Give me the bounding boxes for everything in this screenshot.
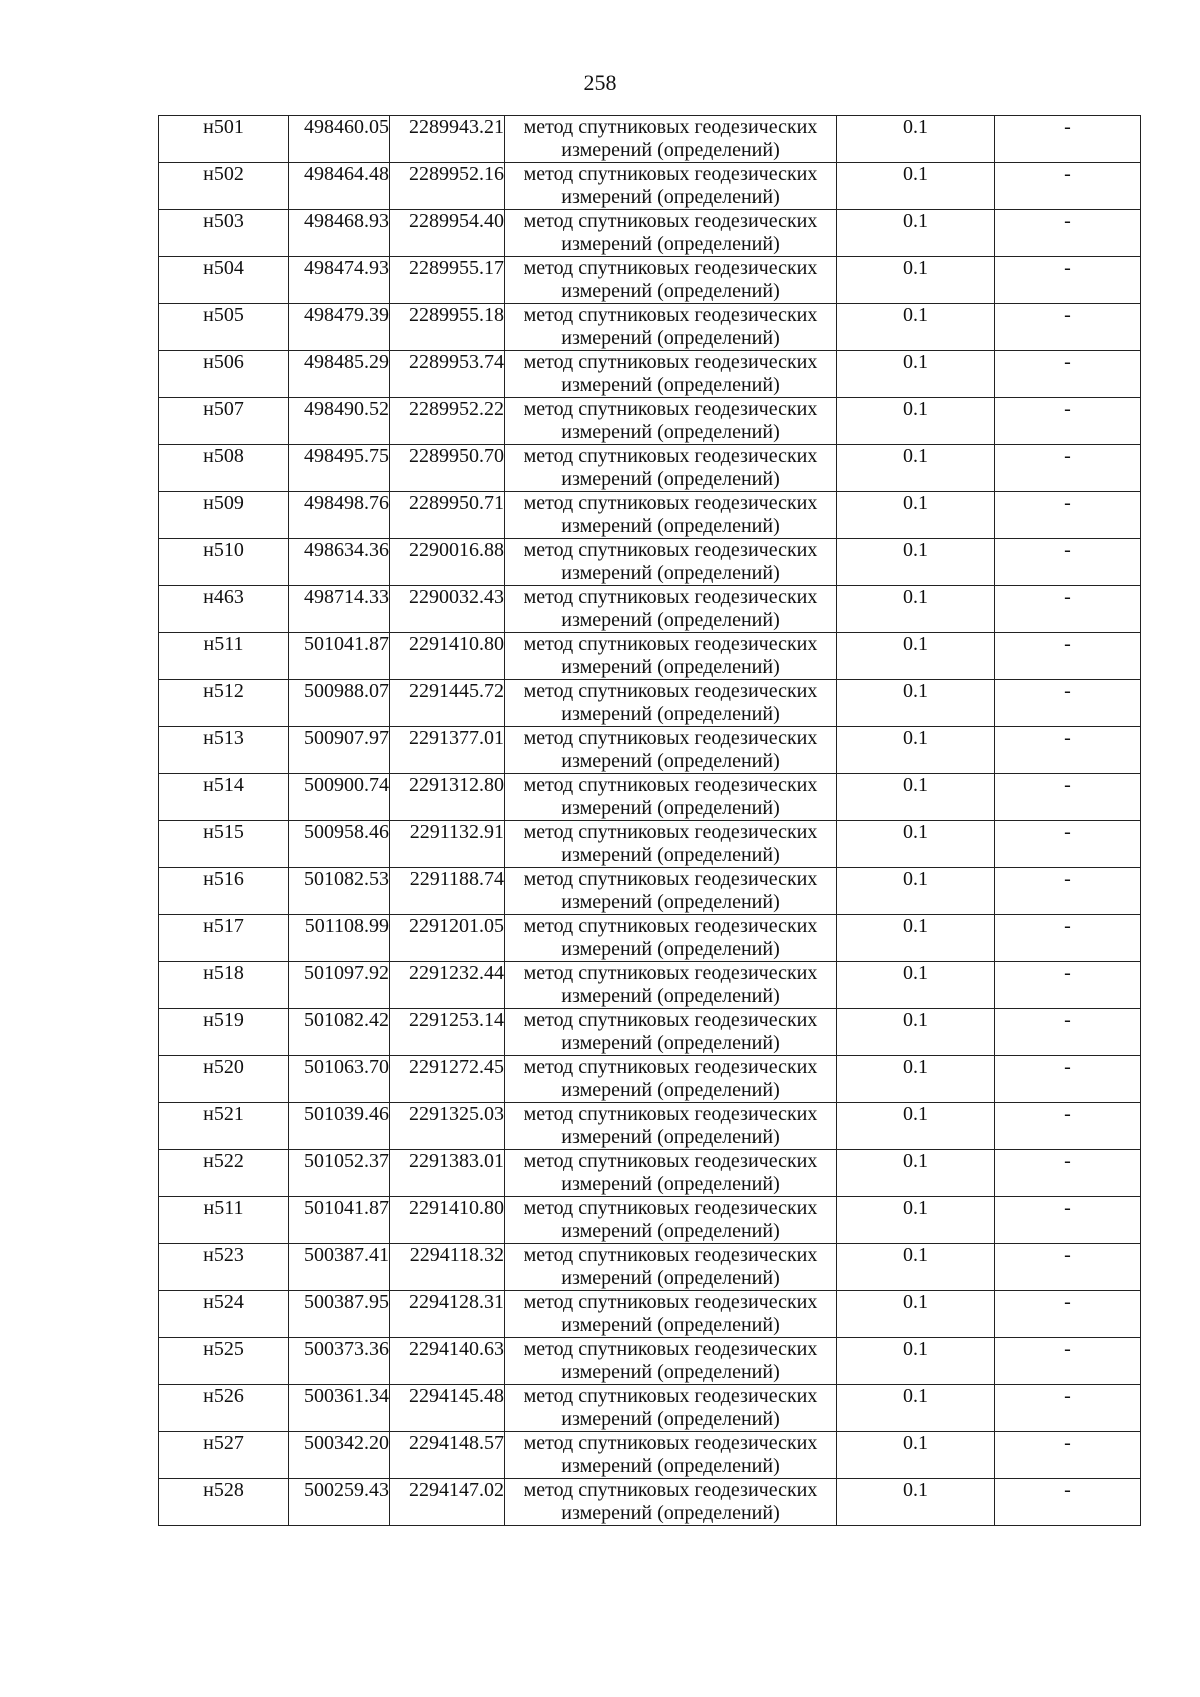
point-name-cell: н521 <box>159 1103 289 1150</box>
method-cell: метод спутниковых геодезических измерений (определений) <box>505 1103 837 1150</box>
x-coordinate-cell: 500958.46 <box>289 821 390 868</box>
accuracy-cell: 0.1 <box>837 445 995 492</box>
x-coordinate-cell: 498495.75 <box>289 445 390 492</box>
x-coordinate-cell: 500387.95 <box>289 1291 390 1338</box>
note-cell: - <box>995 774 1141 821</box>
x-coordinate-cell: 501082.42 <box>289 1009 390 1056</box>
accuracy-cell: 0.1 <box>837 962 995 1009</box>
y-coordinate-cell: 2294140.63 <box>390 1338 505 1385</box>
table-row <box>159 1479 1141 1526</box>
table-row <box>159 1291 1141 1338</box>
note-cell: - <box>995 1103 1141 1150</box>
x-coordinate-cell: 498460.05 <box>289 116 390 163</box>
method-cell: метод спутниковых геодезических измерений (определений) <box>505 586 837 633</box>
table-row <box>159 1009 1141 1056</box>
note-cell: - <box>995 821 1141 868</box>
point-name-cell: н511 <box>159 633 289 680</box>
method-cell: метод спутниковых геодезических измерений (определений) <box>505 539 837 586</box>
note-cell: - <box>995 633 1141 680</box>
y-coordinate-cell: 2289953.74 <box>390 351 505 398</box>
point-name-cell: н528 <box>159 1479 289 1526</box>
point-name-cell: н507 <box>159 398 289 445</box>
x-coordinate-cell: 501041.87 <box>289 633 390 680</box>
note-cell: - <box>995 351 1141 398</box>
accuracy-cell: 0.1 <box>837 1385 995 1432</box>
point-name-cell: н524 <box>159 1291 289 1338</box>
x-coordinate-cell: 498464.48 <box>289 163 390 210</box>
point-name-cell: н525 <box>159 1338 289 1385</box>
y-coordinate-cell: 2289954.40 <box>390 210 505 257</box>
x-coordinate-cell: 498479.39 <box>289 304 390 351</box>
table-row <box>159 727 1141 774</box>
y-coordinate-cell: 2291445.72 <box>390 680 505 727</box>
note-cell: - <box>995 163 1141 210</box>
x-coordinate-cell: 501097.92 <box>289 962 390 1009</box>
point-name-cell: н508 <box>159 445 289 492</box>
method-cell: метод спутниковых геодезических измерений (определений) <box>505 1056 837 1103</box>
point-name-cell: н502 <box>159 163 289 210</box>
accuracy-cell: 0.1 <box>837 1009 995 1056</box>
table-row <box>159 116 1141 163</box>
table-row <box>159 539 1141 586</box>
method-cell: метод спутниковых геодезических измерений (определений) <box>505 774 837 821</box>
point-name-cell: н518 <box>159 962 289 1009</box>
accuracy-cell: 0.1 <box>837 1432 995 1479</box>
accuracy-cell: 0.1 <box>837 304 995 351</box>
accuracy-cell: 0.1 <box>837 774 995 821</box>
y-coordinate-cell: 2289952.16 <box>390 163 505 210</box>
point-name-cell: н526 <box>159 1385 289 1432</box>
point-name-cell: н527 <box>159 1432 289 1479</box>
method-cell: метод спутниковых геодезических измерений (определений) <box>505 351 837 398</box>
table-row <box>159 633 1141 680</box>
y-coordinate-cell: 2291325.03 <box>390 1103 505 1150</box>
point-name-cell: н513 <box>159 727 289 774</box>
y-coordinate-cell: 2289952.22 <box>390 398 505 445</box>
x-coordinate-cell: 501063.70 <box>289 1056 390 1103</box>
x-coordinate-cell: 498498.76 <box>289 492 390 539</box>
table-row <box>159 680 1141 727</box>
note-cell: - <box>995 1291 1141 1338</box>
accuracy-cell: 0.1 <box>837 539 995 586</box>
accuracy-cell: 0.1 <box>837 1291 995 1338</box>
method-cell: метод спутниковых геодезических измерений (определений) <box>505 1197 837 1244</box>
point-name-cell: н503 <box>159 210 289 257</box>
table-row <box>159 492 1141 539</box>
note-cell: - <box>995 727 1141 774</box>
accuracy-cell: 0.1 <box>837 633 995 680</box>
table-row <box>159 257 1141 304</box>
x-coordinate-cell: 501108.99 <box>289 915 390 962</box>
point-name-cell: н519 <box>159 1009 289 1056</box>
point-name-cell: н515 <box>159 821 289 868</box>
accuracy-cell: 0.1 <box>837 1479 995 1526</box>
table-row <box>159 1150 1141 1197</box>
point-name-cell: н505 <box>159 304 289 351</box>
y-coordinate-cell: 2294145.48 <box>390 1385 505 1432</box>
point-name-cell: н463 <box>159 586 289 633</box>
x-coordinate-cell: 500907.97 <box>289 727 390 774</box>
accuracy-cell: 0.1 <box>837 1244 995 1291</box>
table-row <box>159 398 1141 445</box>
method-cell: метод спутниковых геодезических измерений (определений) <box>505 727 837 774</box>
table-row <box>159 1432 1141 1479</box>
point-name-cell: н510 <box>159 539 289 586</box>
table-row <box>159 304 1141 351</box>
page-number: 258 <box>583 70 617 95</box>
method-cell: метод спутниковых геодезических измерений (определений) <box>505 257 837 304</box>
method-cell: метод спутниковых геодезических измерений (определений) <box>505 1479 837 1526</box>
point-name-cell: н523 <box>159 1244 289 1291</box>
table-row <box>159 1056 1141 1103</box>
note-cell: - <box>995 1150 1141 1197</box>
accuracy-cell: 0.1 <box>837 680 995 727</box>
accuracy-cell: 0.1 <box>837 1338 995 1385</box>
method-cell: метод спутниковых геодезических измерений (определений) <box>505 163 837 210</box>
table-row <box>159 163 1141 210</box>
table-row <box>159 1338 1141 1385</box>
method-cell: метод спутниковых геодезических измерений (определений) <box>505 210 837 257</box>
x-coordinate-cell: 500342.20 <box>289 1432 390 1479</box>
note-cell: - <box>995 915 1141 962</box>
y-coordinate-cell: 2291410.80 <box>390 1197 505 1244</box>
table-row <box>159 1103 1141 1150</box>
note-cell: - <box>995 1479 1141 1526</box>
accuracy-cell: 0.1 <box>837 210 995 257</box>
method-cell: метод спутниковых геодезических измерений (определений) <box>505 1338 837 1385</box>
table-row <box>159 868 1141 915</box>
x-coordinate-cell: 501052.37 <box>289 1150 390 1197</box>
method-cell: метод спутниковых геодезических измерений (определений) <box>505 304 837 351</box>
y-coordinate-cell: 2291253.14 <box>390 1009 505 1056</box>
table-row <box>159 351 1141 398</box>
note-cell: - <box>995 539 1141 586</box>
method-cell: метод спутниковых геодезических измерений (определений) <box>505 962 837 1009</box>
table-row <box>159 821 1141 868</box>
x-coordinate-cell: 498485.29 <box>289 351 390 398</box>
y-coordinate-cell: 2291312.80 <box>390 774 505 821</box>
note-cell: - <box>995 257 1141 304</box>
method-cell: метод спутниковых геодезических измерений (определений) <box>505 868 837 915</box>
point-name-cell: н514 <box>159 774 289 821</box>
x-coordinate-cell: 501082.53 <box>289 868 390 915</box>
method-cell: метод спутниковых геодезических измерений (определений) <box>505 1244 837 1291</box>
note-cell: - <box>995 492 1141 539</box>
point-name-cell: н522 <box>159 1150 289 1197</box>
table-row <box>159 1244 1141 1291</box>
note-cell: - <box>995 680 1141 727</box>
y-coordinate-cell: 2291410.80 <box>390 633 505 680</box>
accuracy-cell: 0.1 <box>837 868 995 915</box>
table-body <box>159 116 1141 1526</box>
y-coordinate-cell: 2289950.71 <box>390 492 505 539</box>
x-coordinate-cell: 498490.52 <box>289 398 390 445</box>
x-coordinate-cell: 500361.34 <box>289 1385 390 1432</box>
method-cell: метод спутниковых геодезических измерений (определений) <box>505 680 837 727</box>
y-coordinate-cell: 2291377.01 <box>390 727 505 774</box>
x-coordinate-cell: 500988.07 <box>289 680 390 727</box>
accuracy-cell: 0.1 <box>837 1103 995 1150</box>
y-coordinate-cell: 2294128.31 <box>390 1291 505 1338</box>
point-name-cell: н520 <box>159 1056 289 1103</box>
note-cell: - <box>995 445 1141 492</box>
accuracy-cell: 0.1 <box>837 116 995 163</box>
x-coordinate-cell: 500387.41 <box>289 1244 390 1291</box>
method-cell: метод спутниковых геодезических измерений (определений) <box>505 633 837 680</box>
y-coordinate-cell: 2291201.05 <box>390 915 505 962</box>
note-cell: - <box>995 304 1141 351</box>
point-name-cell: н517 <box>159 915 289 962</box>
accuracy-cell: 0.1 <box>837 915 995 962</box>
note-cell: - <box>995 398 1141 445</box>
x-coordinate-cell: 498714.33 <box>289 586 390 633</box>
x-coordinate-cell: 498474.93 <box>289 257 390 304</box>
note-cell: - <box>995 586 1141 633</box>
method-cell: метод спутниковых геодезических измерений (определений) <box>505 492 837 539</box>
note-cell: - <box>995 1197 1141 1244</box>
table-row <box>159 962 1141 1009</box>
x-coordinate-cell: 500900.74 <box>289 774 390 821</box>
x-coordinate-cell: 501041.87 <box>289 1197 390 1244</box>
note-cell: - <box>995 1432 1141 1479</box>
coordinates-table <box>158 115 1141 1526</box>
accuracy-cell: 0.1 <box>837 586 995 633</box>
point-name-cell: н516 <box>159 868 289 915</box>
accuracy-cell: 0.1 <box>837 727 995 774</box>
method-cell: метод спутниковых геодезических измерений (определений) <box>505 1432 837 1479</box>
point-name-cell: н504 <box>159 257 289 304</box>
accuracy-cell: 0.1 <box>837 398 995 445</box>
point-name-cell: н501 <box>159 116 289 163</box>
note-cell: - <box>995 210 1141 257</box>
x-coordinate-cell: 501039.46 <box>289 1103 390 1150</box>
y-coordinate-cell: 2294118.32 <box>390 1244 505 1291</box>
y-coordinate-cell: 2294148.57 <box>390 1432 505 1479</box>
x-coordinate-cell: 500259.43 <box>289 1479 390 1526</box>
point-name-cell: н511 <box>159 1197 289 1244</box>
y-coordinate-cell: 2291132.91 <box>390 821 505 868</box>
y-coordinate-cell: 2289955.17 <box>390 257 505 304</box>
method-cell: метод спутниковых геодезических измерений (определений) <box>505 1291 837 1338</box>
y-coordinate-cell: 2291383.01 <box>390 1150 505 1197</box>
method-cell: метод спутниковых геодезических измерений (определений) <box>505 445 837 492</box>
x-coordinate-cell: 500373.36 <box>289 1338 390 1385</box>
method-cell: метод спутниковых геодезических измерений (определений) <box>505 1009 837 1056</box>
point-name-cell: н506 <box>159 351 289 398</box>
accuracy-cell: 0.1 <box>837 351 995 398</box>
accuracy-cell: 0.1 <box>837 821 995 868</box>
note-cell: - <box>995 116 1141 163</box>
point-name-cell: н509 <box>159 492 289 539</box>
point-name-cell: н512 <box>159 680 289 727</box>
note-cell: - <box>995 1056 1141 1103</box>
accuracy-cell: 0.1 <box>837 257 995 304</box>
x-coordinate-cell: 498634.36 <box>289 539 390 586</box>
method-cell: метод спутниковых геодезических измерений (определений) <box>505 116 837 163</box>
table-row <box>159 445 1141 492</box>
note-cell: - <box>995 868 1141 915</box>
method-cell: метод спутниковых геодезических измерений (определений) <box>505 1150 837 1197</box>
method-cell: метод спутниковых геодезических измерений (определений) <box>505 821 837 868</box>
accuracy-cell: 0.1 <box>837 492 995 539</box>
table-row <box>159 774 1141 821</box>
accuracy-cell: 0.1 <box>837 1150 995 1197</box>
table-row <box>159 210 1141 257</box>
y-coordinate-cell: 2289943.21 <box>390 116 505 163</box>
note-cell: - <box>995 1385 1141 1432</box>
table-row <box>159 915 1141 962</box>
accuracy-cell: 0.1 <box>837 163 995 210</box>
note-cell: - <box>995 1244 1141 1291</box>
y-coordinate-cell: 2291272.45 <box>390 1056 505 1103</box>
note-cell: - <box>995 1338 1141 1385</box>
y-coordinate-cell: 2291232.44 <box>390 962 505 1009</box>
table-row <box>159 586 1141 633</box>
table-row <box>159 1197 1141 1244</box>
method-cell: метод спутниковых геодезических измерений (определений) <box>505 398 837 445</box>
table-row <box>159 1385 1141 1432</box>
y-coordinate-cell: 2290032.43 <box>390 586 505 633</box>
y-coordinate-cell: 2290016.88 <box>390 539 505 586</box>
y-coordinate-cell: 2294147.02 <box>390 1479 505 1526</box>
accuracy-cell: 0.1 <box>837 1197 995 1244</box>
method-cell: метод спутниковых геодезических измерений (определений) <box>505 915 837 962</box>
y-coordinate-cell: 2291188.74 <box>390 868 505 915</box>
accuracy-cell: 0.1 <box>837 1056 995 1103</box>
note-cell: - <box>995 962 1141 1009</box>
note-cell: - <box>995 1009 1141 1056</box>
x-coordinate-cell: 498468.93 <box>289 210 390 257</box>
y-coordinate-cell: 2289955.18 <box>390 304 505 351</box>
y-coordinate-cell: 2289950.70 <box>390 445 505 492</box>
method-cell: метод спутниковых геодезических измерений (определений) <box>505 1385 837 1432</box>
